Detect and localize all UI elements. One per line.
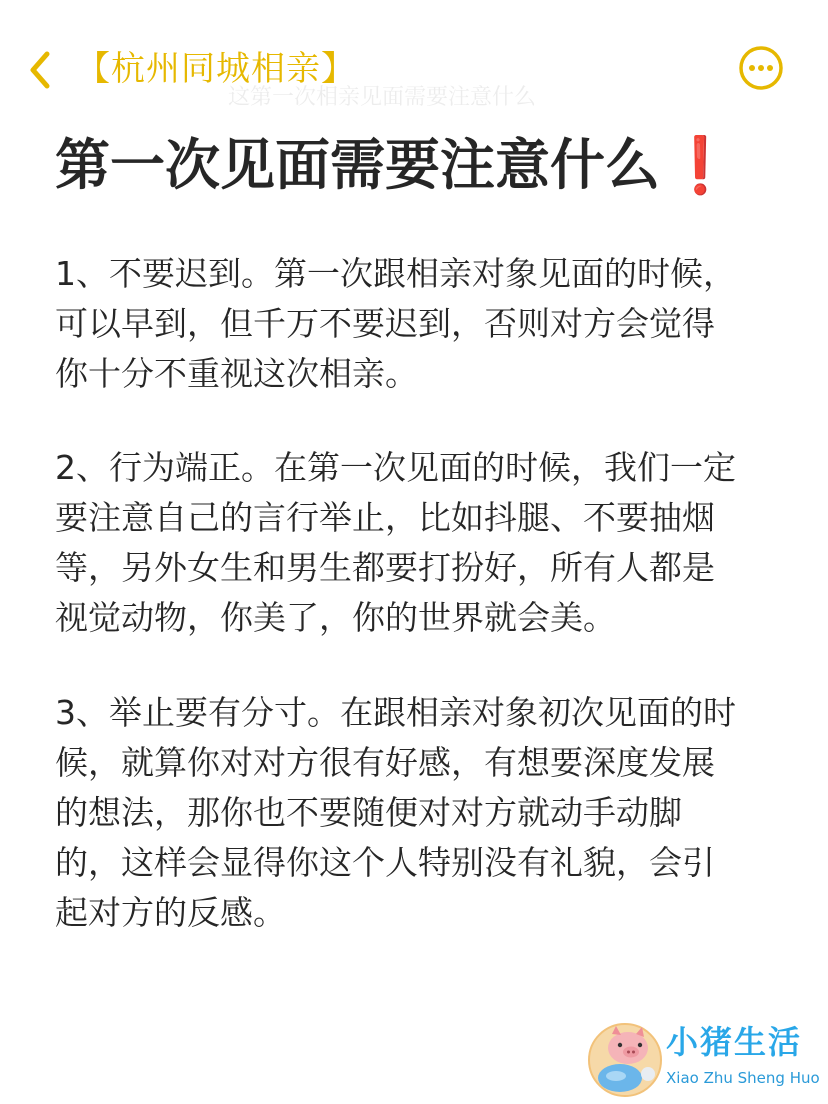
page-title: 【杭州同城相亲】 (76, 49, 356, 89)
more-horizontal-icon (738, 45, 784, 91)
tip-line: 等，另外女生和男生都要打扮好，所有人都是 (55, 548, 715, 587)
headline-text: 第一次见面需要注意什么 (55, 133, 661, 197)
tip-line: 要注意自己的言行举止，比如抖腿、不要抽烟 (55, 498, 715, 537)
tip-line: 候，就算你对对方很有好感，有想要深度发展 (55, 743, 715, 782)
pig-mascot-icon (586, 1018, 664, 1098)
tip-paragraph-2 (55, 443, 795, 643)
tip-paragraph-3 (55, 688, 795, 938)
more-button[interactable] (738, 45, 784, 91)
tip-line: 可以早到，但千万不要迟到，否则对方会觉得 (55, 304, 715, 343)
chevron-left-icon (25, 50, 55, 90)
brand-name: 小猪生活 (666, 1023, 803, 1061)
tip-line: 视觉动物，你美了，你的世界就会美。 (55, 598, 616, 637)
tip-line: 起对方的反感。 (55, 893, 286, 932)
brand-subtitle: Xiao Zhu Sheng Huo (666, 1069, 820, 1087)
article-headline (55, 130, 735, 200)
tip-line: 1、不要迟到。第一次跟相亲对象见面的时候， (55, 254, 736, 293)
back-button[interactable] (20, 48, 60, 92)
tip-line: 你十分不重视这次相亲。 (55, 354, 418, 393)
exclamation-icon: ❗ (666, 133, 735, 197)
tip-line: 3、举止要有分寸。在跟相亲对象初次见面的时 (55, 693, 736, 732)
tip-line: 的，这样会显得你这个人特别没有礼貌，会引 (55, 843, 715, 882)
watermark-text: 这第一次相亲见面需要注意什么 (228, 85, 537, 110)
tip-paragraph-1 (55, 249, 795, 399)
tip-line: 2、行为端正。在第一次见面的时候，我们一定 (55, 448, 736, 487)
brand-watermark (586, 1018, 826, 1102)
tip-line: 的想法，那你也不要随便对对方就动手动脚 (55, 793, 682, 832)
